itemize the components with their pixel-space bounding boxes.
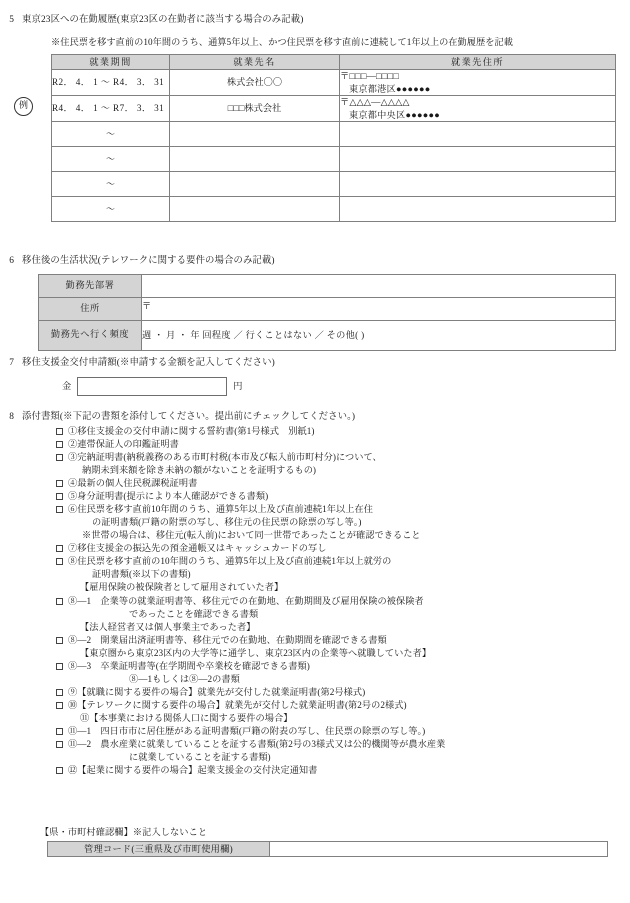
- column-header-period: 就業期間: [52, 55, 170, 70]
- attachment-item[interactable]: [0, 555, 630, 568]
- section-5-heading: [0, 14, 630, 27]
- employment-history-table: [51, 54, 616, 222]
- attachment-item-label: ④最新の個人住民税課税証明書: [68, 477, 198, 488]
- attachment-item-label: ⑦移住支援金の振込先の預金通帳又はキャッシュカードの写し: [68, 543, 327, 554]
- table-header-row: [52, 55, 616, 70]
- checkbox[interactable]: [56, 689, 63, 696]
- checkbox[interactable]: [56, 598, 63, 605]
- cell-period[interactable]: R2． 4． 1 ～ R4． 3． 31: [52, 70, 170, 96]
- attachment-item[interactable]: [0, 764, 630, 777]
- attachment-item[interactable]: [0, 490, 630, 503]
- attachment-item-label: ⑥住民票を移す直前10年間のうち、通算5年以上及び直前連続1年以上在住: [68, 504, 373, 515]
- cell-address[interactable]: [340, 147, 616, 172]
- table-row: [39, 274, 616, 297]
- address-postal: 〒△△△—△△△△: [340, 97, 410, 108]
- checkbox[interactable]: [56, 454, 63, 461]
- section-7-heading: [0, 357, 630, 370]
- attachment-item-label: 納期未到来額を除き未納の額がないことを証明するもの): [82, 464, 317, 475]
- checkbox[interactable]: [56, 545, 63, 552]
- row-label-frequency: 勤務先へ行く頻度: [39, 320, 142, 350]
- checkbox[interactable]: [56, 637, 63, 644]
- attachment-item-label: 【法人経営者又は個人事業主であった者】: [80, 621, 256, 632]
- attachment-item-label: ⑧—2 開業届出済証明書等、移住元での在勤地、在勤期間を確認できる書類: [68, 634, 387, 645]
- attachment-item-label: 証明書類(※以下の書類): [92, 569, 191, 580]
- cell-company[interactable]: 株式会社〇〇: [170, 70, 340, 96]
- attachment-item-continuation: [0, 647, 630, 660]
- table-row[interactable]: [52, 172, 616, 197]
- row-value-address[interactable]: 〒: [142, 297, 616, 320]
- attachment-item[interactable]: [0, 660, 630, 673]
- attachment-item-label: ⑧—3 卒業証明書等(在学期間や卒業校を確認できる書類): [68, 660, 310, 671]
- attachment-item[interactable]: [0, 503, 630, 516]
- section-8-heading: [0, 411, 630, 424]
- attachment-item[interactable]: [0, 425, 630, 438]
- checkbox[interactable]: [56, 767, 63, 774]
- attachment-item-label: ⑧—1 企業等の就業証明書等、移住元での在勤地、在勤期間及び雇用保険の被保険者: [68, 595, 424, 606]
- management-code-value[interactable]: [270, 842, 608, 857]
- attachment-item-label: 【東京圏から東京23区内の大学等に通学し、東京23区内の企業等へ就職していた者】: [80, 647, 432, 658]
- section-8: [0, 411, 630, 777]
- section-5: [0, 14, 630, 222]
- row-value-department[interactable]: [142, 274, 616, 297]
- attachment-item-label: ③完納証明書(納税義務のある市町村税(本市及び転入前市町村分)について、: [68, 451, 382, 462]
- attachment-item[interactable]: [0, 542, 630, 555]
- cell-address[interactable]: [340, 122, 616, 147]
- attachment-item[interactable]: [0, 738, 630, 751]
- cell-address[interactable]: [340, 172, 616, 197]
- attachment-item-label: ⑪—1 四日市市に居住歴がある証明書類(戸籍の附表の写し、住民票の除票の写し等。): [68, 726, 426, 737]
- checkbox[interactable]: [56, 480, 63, 487]
- attachment-item-continuation: [0, 568, 630, 581]
- attachment-item-label: ⑧住民票を移す直前の10年間のうち、通算5年以上及び直前連続1年以上就労の: [68, 556, 392, 567]
- cell-address[interactable]: [340, 70, 616, 96]
- attachment-item-continuation: [0, 621, 630, 634]
- address-postal: 〒□□□—□□□□: [340, 71, 400, 82]
- attachment-item-label: ①移住支援金の交付申請に関する誓約書(第1号様式 別紙1): [68, 425, 315, 436]
- attachment-item-label: に就業していることを証する書類): [129, 752, 271, 763]
- section-6-number: 6: [9, 256, 14, 266]
- section-6-title: 移住後の生活状況(テレワークに関する要件の場合のみ記載): [22, 256, 275, 266]
- cell-period[interactable]: R4． 4． 1 ～ R7． 3． 31: [52, 96, 170, 122]
- checkbox[interactable]: [56, 663, 63, 670]
- cell-company[interactable]: □□□株式会社: [170, 96, 340, 122]
- example-marker: 例: [14, 97, 33, 116]
- confirmation-heading: 【県・市町村確認欄】※記入しないこと: [40, 827, 208, 837]
- attachment-item[interactable]: [0, 686, 630, 699]
- attachment-item-label: 【雇用保険の被保険者として雇用されていた者】: [80, 582, 284, 593]
- attachment-item-continuation: [0, 516, 630, 529]
- attachment-item-label: ⑤身分証明書(提示により本人確認ができる書類): [68, 491, 269, 501]
- checkbox[interactable]: [56, 741, 63, 748]
- attachment-item[interactable]: [0, 595, 630, 608]
- checkbox[interactable]: [56, 558, 63, 565]
- attachment-item-label: ⑩【テレワークに関する要件の場合】就業先が交付した就業証明書(第2号の2様式): [68, 700, 407, 710]
- table-row: [39, 297, 616, 320]
- cell-period[interactable]: ～: [52, 172, 170, 197]
- section-6: [0, 255, 630, 351]
- cell-period[interactable]: ～: [52, 122, 170, 147]
- cell-company[interactable]: [170, 197, 340, 222]
- attachment-item[interactable]: [0, 725, 630, 738]
- row-label-address: 住所: [39, 297, 142, 320]
- checkbox[interactable]: [56, 728, 63, 735]
- attachment-item[interactable]: [0, 477, 630, 490]
- cell-company[interactable]: [170, 147, 340, 172]
- section-7: [0, 357, 630, 396]
- section-5-number: 5: [9, 15, 14, 25]
- checkbox[interactable]: [56, 441, 63, 448]
- grant-amount-input[interactable]: [77, 377, 227, 396]
- section-6-heading: [0, 255, 630, 268]
- checkbox[interactable]: [56, 428, 63, 435]
- section-8-number: 8: [9, 412, 14, 422]
- attachment-item-label: ⑪【本事業における関係人口に関する要件の場合】: [80, 713, 293, 724]
- attachment-item-continuation: [0, 608, 630, 621]
- attachment-item-continuation: [0, 673, 630, 686]
- address-street: 東京都中央区●●●●●●: [349, 109, 440, 120]
- table-row[interactable]: [52, 96, 616, 122]
- attachment-item-label: ※世帯の場合は、移住元(転入前)において同一世帯であったことが確認できること: [82, 530, 421, 541]
- attachment-item-label: の証明書類(戸籍の附票の写し、移住元の住民票の除票の写し等。): [92, 517, 362, 528]
- cell-company[interactable]: [170, 172, 340, 197]
- section-5-title: 東京23区への在勤履歴(東京23区の在勤者に該当する場合のみ記載): [22, 15, 304, 25]
- attachment-checklist: [0, 425, 630, 778]
- address-street: 東京都港区●●●●●●: [349, 83, 431, 94]
- table-row: [39, 320, 616, 350]
- cell-address[interactable]: [340, 96, 616, 122]
- attachment-item-label: ⑪—2 農水産業に就業していることを証する書類(第2号の3様式又は公的機関等が農水産業: [68, 739, 446, 750]
- cell-company[interactable]: [170, 122, 340, 147]
- post-move-living-table: [38, 274, 616, 351]
- grant-amount-row: [0, 377, 630, 396]
- section-7-title: 移住支援金交付申請額(※申請する金額を記入してください): [22, 358, 275, 368]
- attachment-item-continuation: [0, 712, 630, 725]
- amount-prefix-label: 金: [62, 380, 72, 391]
- table-row: [48, 842, 608, 857]
- section-5-note: ※住民票を移す直前の10年間のうち、通算5年以上、かつ住民票を移す直前に連続して1年以上の在勤履歴を記載: [51, 36, 513, 47]
- attachment-item[interactable]: [0, 438, 630, 451]
- table-row[interactable]: [52, 70, 616, 96]
- amount-suffix-label: 円: [233, 380, 243, 391]
- attachment-item-continuation: [0, 581, 630, 594]
- attachment-item-label: ②連帯保証人の印鑑証明書: [68, 438, 179, 449]
- attachment-item[interactable]: [0, 634, 630, 647]
- attachment-item[interactable]: [0, 451, 630, 464]
- attachment-item-label: ⑧—1もしくは⑧—2の書類: [129, 673, 240, 684]
- attachment-item-label: ⑨【就職に関する要件の場合】就業先が交付した就業証明書(第2号様式): [68, 686, 366, 697]
- section-8-title: 添付書類(※下記の書類を添付してください。提出前にチェックしてください。): [22, 412, 356, 422]
- cell-period[interactable]: ～: [52, 147, 170, 172]
- management-code-table: [47, 841, 608, 857]
- table-row[interactable]: [52, 197, 616, 222]
- confirmation-section: [0, 826, 630, 857]
- cell-address[interactable]: [340, 197, 616, 222]
- column-header-company: 就業先名: [170, 55, 340, 70]
- cell-period[interactable]: ～: [52, 197, 170, 222]
- column-header-address: 就業先住所: [340, 55, 616, 70]
- checkbox[interactable]: [56, 506, 63, 513]
- attachment-item-label: であったことを確認できる書類: [129, 608, 259, 619]
- row-label-department: 勤務先部署: [39, 274, 142, 297]
- table-row[interactable]: [52, 147, 616, 172]
- attachment-item-continuation: [0, 751, 630, 764]
- attachment-item-continuation: [0, 464, 630, 477]
- management-code-label: 管理コード(三重県及び市町使用欄): [48, 842, 270, 857]
- row-value-frequency[interactable]: 週 ・ 月 ・ 年 回程度 ／ 行くことはない ／ その他( ): [142, 320, 616, 350]
- section-7-number: 7: [9, 358, 14, 368]
- attachment-item-continuation: [0, 529, 630, 542]
- attachment-item[interactable]: [0, 699, 630, 712]
- table-row[interactable]: [52, 122, 616, 147]
- checkbox[interactable]: [56, 493, 63, 500]
- attachment-item-label: ⑫【起業に関する要件の場合】起業支援金の交付決定通知書: [68, 765, 318, 776]
- checkbox[interactable]: [56, 702, 63, 709]
